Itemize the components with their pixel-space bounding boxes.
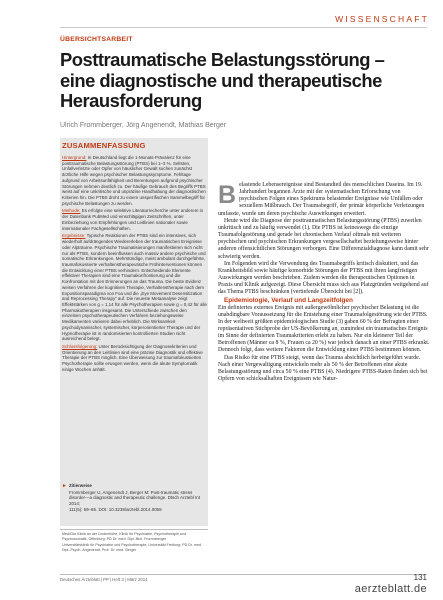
header-divider bbox=[60, 27, 427, 28]
abstract-background: Hintergrund: In Deutschland liegt die 1-Monats-Prävalenz für eine posttraumatische Belastungsstörung (PTBS) bei 1–3 %. Seltsten, Unfallverletzte oder Opfer von häuslicher Gewalt suchen zunächst ärztliche Hilfe wegen psychischer Belastungssymptome. Fehltage aufgrund von Arbeitsunfähigkeit und Berentungen aufgrund psychischer Störungen nehmen deutlich zu. Der häufige Gebrauch des Begriffs PTBS weist auf eine unkritische und unpräzise Handhabung der diagnostischen Kriterien hin. Die PTBS droht zu einem unspezifischen Sammelbegriff für psychische Belastungen zu werden. bbox=[62, 155, 206, 206]
abstract-text bbox=[62, 155, 207, 375]
arrow-icon: ► bbox=[62, 483, 67, 489]
citation-line: disorder—a diagnostic and therapeutic challenge. Dtsch Arztebl Int 2014; bbox=[69, 495, 200, 507]
citation-block bbox=[62, 483, 207, 513]
abstract-label: Schlussfolgerung: bbox=[62, 344, 98, 349]
citation-label: Zitierweise bbox=[68, 483, 92, 488]
body-paragraph: Das Risiko für eine PTBS steigt, wenn das Trauma absichtlich herbeigeführt wurde. Nach einer Vergewaltigung entwickeln mehr als 50 % der Betroffenen eine akute Belastungsstörung und circa 50 % eine PTBS (4). Niedrigere PTBS-Raten finden sich bei Opfern von schicksalhaften Ereignissen wie Natur- bbox=[218, 354, 428, 383]
journal-footer: Deutsches Ärzteblatt | PP | Heft 3 | März 2014 bbox=[60, 577, 148, 582]
citation-line: Frommberger U, Angenendt J, Berger M: Post-traumatic stress bbox=[69, 489, 193, 495]
section-heading: Epidemiologie, Verlauf und Langzeitfolgen bbox=[224, 296, 353, 304]
brand-logo[interactable]: aerzteblatt.de bbox=[354, 583, 427, 595]
affiliation: Universitätsklinik für Psychiatrie und Psychotherapie, Universität Freiburg: PD Dr. med. Dipl.-Psych. Angenendt, Prof. Dr. med. Berger bbox=[62, 543, 203, 552]
authors: Ulrich Frommberger, Jörg Angenendt, Mathias Berger bbox=[60, 122, 227, 129]
abstract-conclusion: Schlussfolgerung: Unter Berücksichtigung der Diagnosekriterien und Orientierung an den Leitlinien sind eine präzise Diagnostik und effektive Therapie der PTBS möglich. Eine Überweisung zur traumafokussierten Psychotherapie sollte erwogen werden, wenn die akute Symptomatik einige Wochen anhält. bbox=[62, 344, 203, 372]
abstract-label: Methode: bbox=[62, 208, 81, 214]
affiliation-divider bbox=[60, 529, 208, 530]
article-title bbox=[60, 50, 430, 112]
body-paragraph: Belastende Lebensereignisse sind Bestandteil des menschlichen Daseins. Im 19. Jahrhundert begannen Ärzte mit der systematischen Erforschung von psychischen Folgen eines Spektrums belastender Ereignisse wie Unfällen oder sexuellem Mißbrauch. Der Traumabegriff, der primär körperliche Verletzungen umfasste, wurde um deren psychische Auswirkungen erweitert. bbox=[218, 181, 425, 217]
abstract-label: Ergebnisse: bbox=[62, 233, 86, 239]
abstract-method: Methode: Es erfolgte eine selektive Literaturrecherche unter anderem in der Datenbank PubMed und einschlägigen Zeitschriften, unter Einbeziehung von Empfehlungen und Leitlinien nationaler sowie internationaler Fachgesellschaften. bbox=[62, 208, 204, 231]
title-line: Posttraumatische Belastungsstörung – bbox=[60, 49, 385, 70]
body-paragraph: Ein definiertes externes Ereignis mit außergewöhnlicher psychischer Belastung ist die unabdingbare Voraussetzung für die Entstehung einer Traumafolgestörung wie der PTBS. In der weltweit größten epidemiologischen Studie (3) gaben 60 % der Befragten einer repräsentativen Stichprobe der US-Bevölkerung an, zumindest ein traumatisches Ereignis im Sinne der definierten Traumakriterien erlebt zu haben. Nur ein kleinerer Teil der Betroffenen (Männer ca 8 %, Frauen ca 20 %) war jedoch danach an einer PTBS erkrankt. Dennoch folgt, dass weitere Faktoren die Entwicklung einer PTBS bestimmen können. bbox=[218, 304, 430, 354]
body-paragraph: Heute wird die Diagnose der posttraumatischen Belastungsstörung (PTBS) zuweilen unkritisch und zu häufig verwendet (1). Die PTBS ist keineswegs die einzige Traumafolgestörung und gerade bei chronischem Verlauf oftmals mit weiteren psychischen und psychischen Erkrankungen vergesellschaftet beziehungsweise hinter anderen offensichtlichen Störungen verborgen. Eine Differenzialdiagnose kann damit sehr schwierig werden. bbox=[218, 217, 429, 260]
body-paragraph: Im Folgenden wird die Verwendung des Traumabegriffs kritisch diskutiert, und das Krankheitsbild sowie häufige komorbide Störungen der PTBS mit ihren langfristigen Auswirkungen werden beschrieben. Zudem werden die therapeutischen Optionen in Praxis und Klinik aufgezeigt. Diese Übersicht muss sich aus Platzgründen weitgehend auf das Thema PTBS beschränken (vertiefende Übersicht bei [2]). bbox=[218, 260, 429, 296]
article-type: ÜBERSICHTSARBEIT bbox=[60, 36, 133, 43]
title-line: eine diagnostische und therapeutische bbox=[60, 69, 382, 91]
page-number: 131 bbox=[413, 573, 427, 582]
abstract-label: Hintergrund: bbox=[62, 155, 87, 160]
abstract-heading: ZUSAMMENFASSUNG bbox=[62, 141, 146, 150]
abstract-results: Ergebnisse: Typische Reaktionen der PTBS sind ein intensives, sich wiederholt aufdrängendes Wiedererleben der traumatischen Ereignisse oder Alpträume. Psychische Traumatisierungen manifestieren sich nicht nur als PTBS, sondern beeinflussen auch massiv andere psychische und somatische Erkrankungen. Mehrstündige, meist ambulant durchgeführte, traumafokussierte verhaltenstherapeutische Frühinterventionen können die Entwicklung einer PTBS verhindern. Entscheidende Elemente effektiver Therapien sind eine Traumakonfrontierung und die Konfrontation mit den Erinnerungen an das Trauma. Die beste Evidenz weisen Verfahren der kognitiven Therapie, Verhaltenstherapie nach dem Expositionsparadigma von Foa und die „Eye Movement Desensitization and Reprocessing Therapy“ auf. Die neueste Metaanalyse zeigt Effektstärken von g = 1,14 für alle Psychotherapien sowie g = 0,42 für alle Pharmakotherapien insgesamt. Die Unterschiede zwischen den einzelnen psychotherapeutischen Verfahren beziehungsweise Medikamenten variieren dabei erheblich. Die Wirksamkeit psychodynamischer, systemischer, körperorientierter Therapie und der Hypnotherapie ist in randomisierten kontrollierten Studien nicht ausreichend belegt. bbox=[62, 233, 207, 342]
affiliation: MediClin Klinik an der Lindenhöhe, Klinik für Psychiatrie, Psychotherapie und Psychosomatik, Offenburg: PD Dr. med. Dipl.-Biol. Frommberger bbox=[62, 532, 187, 541]
title-line: Herausforderung bbox=[60, 90, 202, 111]
citation-line: 111(5): 59–65. DOI: 10.3238/arztebl.2014.0059 bbox=[69, 506, 162, 512]
affiliations bbox=[62, 532, 208, 554]
article-body bbox=[218, 182, 430, 383]
drop-cap: B bbox=[218, 181, 237, 209]
footer-divider bbox=[60, 574, 427, 575]
section-label: WISSENSCHAFT bbox=[335, 14, 429, 24]
